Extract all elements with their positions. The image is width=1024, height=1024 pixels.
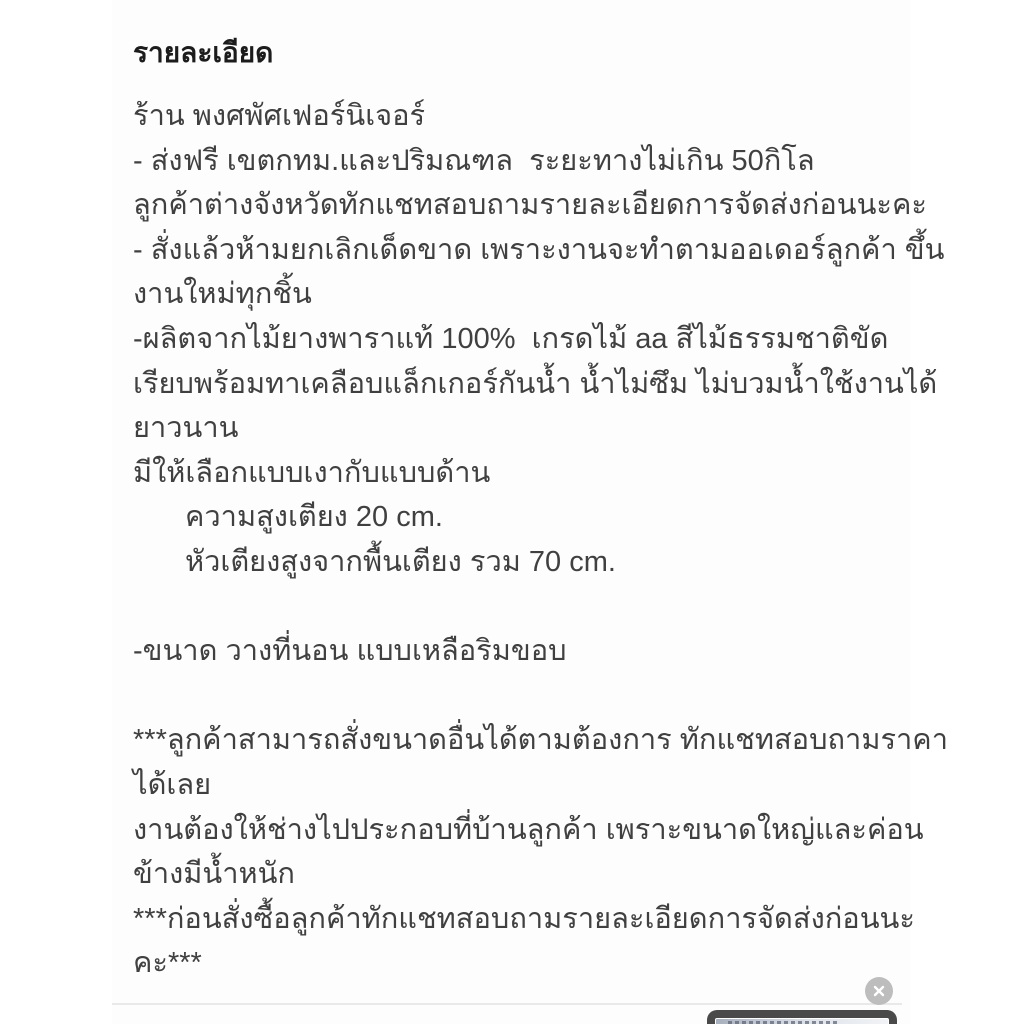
description-line: - ส่งฟรี เขตกทม.และปริมณฑล ระยะทางไม่เกิน 50กิโล [133,144,815,177]
description-line: งานต้องให้ช่างไปประกอบที่บ้านลูกค้า เพราะขนาดใหญ่และค่อน [133,813,924,846]
description-line: - สั่งแล้วห้ามยกเลิกเด็ดขาด เพราะงานจะทำตามออเดอร์ลูกค้า ขึ้น [133,233,945,266]
description-line: มีให้เลือกแบบเงากับแบบด้าน [133,456,491,489]
close-button[interactable] [865,977,893,1005]
product-description [133,94,948,986]
description-line: -ขนาด วางที่นอน แบบเหลือริมขอบ [133,635,567,668]
description-line-blank [133,674,901,719]
video-frame-preview [715,1018,889,1024]
description-line: คะ*** [133,947,202,980]
description-line: ***ลูกค้าสามารถสั่งขนาดอื่นได้ตามต้องการ ทักแชทสอบถามราคา [133,724,948,757]
section-divider [112,1003,902,1005]
description-line: ข้างมีน้ำหนัก [133,858,295,891]
description-line: ***ก่อนสั่งซื้อลูกค้าทักแชทสอบถามรายละเอียดการจัดส่งก่อนนะ [133,902,915,935]
description-line: ร้าน พงศพัศเฟอร์นิเจอร์ [133,100,426,132]
pip-video-thumbnail[interactable] [707,1010,897,1024]
description-line: -ผลิตจากไม้ยางพาราแท้ 100% เกรดไม้ aa สีไม้ธรรมชาติขัด [133,322,889,355]
description-line-blank [133,585,901,630]
description-line: ได้เลย [133,768,212,801]
close-icon [871,983,887,999]
description-line: ยาวนาน [133,412,239,445]
description-line: ลูกค้าต่างจังหวัดทักแชทสอบถามรายละเอียดการจัดส่งก่อนนะคะ [133,189,927,222]
description-line-headboard-height: หัวเตียงสูงจากพื้นเตียง รวม 70 cm. [185,545,616,578]
description-line-bed-height: ความสูงเตียง 20 cm. [185,501,443,534]
page-title: รายละเอียด [133,36,274,68]
description-line: งานใหม่ทุกชิ้น [133,278,312,311]
description-line: เรียบพร้อมทาเคลือบแล็กเกอร์กันน้ำ น้ำไม่ซึม ไม่บวมน้ำใช้งานได้ [133,367,938,400]
